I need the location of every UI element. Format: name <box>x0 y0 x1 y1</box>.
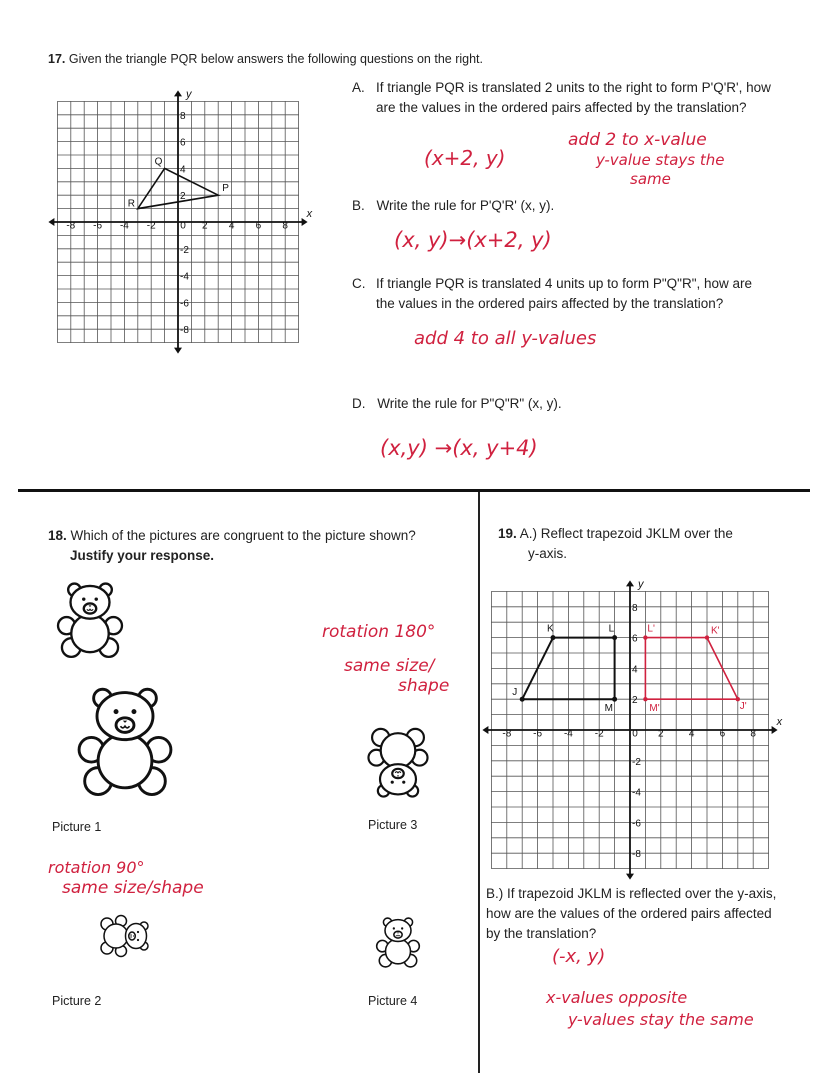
q17-b-text: Write the rule for P'Q'R' (x, y). <box>376 198 555 213</box>
q17-a-label: A. <box>352 80 365 95</box>
reflected-vertex-label: K' <box>711 625 720 637</box>
y-tick-label: 8 <box>632 602 638 614</box>
q18-answer-same-size-shape: same size/shape <box>62 878 204 898</box>
q18-justify: Justify your response. <box>70 548 215 563</box>
q17-title <box>48 52 483 66</box>
vertex-point <box>612 697 617 702</box>
q17-a-answer-4: same <box>630 170 671 188</box>
bear-eye <box>95 597 98 600</box>
x-tick-label: -8 <box>66 220 76 232</box>
x-tick-label: 0 <box>632 728 638 740</box>
vertex-label-m: M <box>604 703 613 715</box>
x-tick-label: 6 <box>719 728 726 740</box>
y-axis-arrow-up <box>174 90 182 96</box>
q17-d-text: Write the rule for P"Q"R" (x, y). <box>377 396 562 411</box>
bear-picture-1 <box>66 670 184 816</box>
bear-eye <box>82 597 85 600</box>
vertex-label-j: J <box>512 687 518 699</box>
picture-3-label: Picture 3 <box>368 818 418 832</box>
x-axis-label: x <box>306 208 313 220</box>
y-tick-label: 2 <box>632 695 638 707</box>
q19-a-text: A.) Reflect trapezoid JKLM over the <box>519 526 733 541</box>
reflected-vertex-point <box>643 697 647 701</box>
q17-c-label: C. <box>352 276 366 291</box>
bear-picture-2 <box>96 910 152 962</box>
x-tick-label: -2 <box>594 728 604 740</box>
y-axis-arrow-down <box>174 348 182 354</box>
y-tick-label: -4 <box>180 271 189 283</box>
x-tick-label: 8 <box>750 728 756 740</box>
x-tick-label: -4 <box>563 728 573 740</box>
vertex-label-p: P <box>222 183 229 195</box>
reflected-vertex-label: J' <box>739 701 747 713</box>
bear-body <box>71 615 108 652</box>
bear-picture-4 <box>372 908 424 978</box>
bear-figure <box>368 729 427 797</box>
q18-question <box>48 526 476 566</box>
y-axis-arrow-down <box>626 874 634 880</box>
y-tick-label: -6 <box>632 818 641 830</box>
bear-eye <box>402 781 405 784</box>
q18-answer-shape: shape <box>398 676 450 696</box>
y-tick-label: 2 <box>180 191 186 203</box>
section-divider <box>18 489 810 492</box>
q17-graph <box>52 86 313 358</box>
q18-number: 18. <box>48 528 67 543</box>
bear-eye <box>391 781 394 784</box>
y-tick-label: -2 <box>632 756 641 768</box>
q19-b-answer-2: x-values opposite <box>546 988 688 1007</box>
q18-answer-same-size: same size/ <box>344 656 435 676</box>
bear-original <box>50 575 130 667</box>
bear-body <box>386 939 411 964</box>
vertex-label-l: L <box>608 623 615 635</box>
q19-b-text: B.) If trapezoid JKLM is reflected over the y-axis, how are the values of the ordered pairs affected by the translation? <box>486 886 777 941</box>
x-axis-label: x <box>776 716 783 728</box>
reflected-vertex-point <box>643 635 647 639</box>
q19-a-text-2: y-axis. <box>528 546 568 561</box>
vertex-label-k: K <box>547 623 554 635</box>
x-tick-label: 4 <box>688 728 695 740</box>
q17-b-answer: (x, y)→(x+2, y) <box>394 228 552 252</box>
x-axis-arrow-left <box>48 218 54 226</box>
bear-figure <box>101 916 148 957</box>
vertex-label-r: R <box>127 198 136 210</box>
y-tick-label: 6 <box>180 137 186 149</box>
column-divider <box>478 492 480 1073</box>
x-tick-label: -4 <box>119 220 129 232</box>
y-axis-label: y <box>638 578 644 591</box>
y-tick-label: -4 <box>632 787 641 799</box>
q18-answer-rotation-90: rotation 90° <box>48 858 145 877</box>
q17-d-label: D. <box>352 396 366 411</box>
q17-part-a <box>352 78 772 118</box>
q19-graph <box>502 570 802 870</box>
x-tick-label: -6 <box>93 220 103 232</box>
q18-answer-rotation-180: rotation 180° <box>322 622 436 642</box>
q19-part-a <box>498 524 818 564</box>
x-tick-label: 6 <box>255 220 262 232</box>
q17-number: 17. <box>48 52 66 66</box>
q19-number: 19. <box>498 526 517 541</box>
y-tick-label: -6 <box>180 298 189 310</box>
x-tick-label: 8 <box>282 220 288 232</box>
vertex-point <box>551 635 556 640</box>
y-tick-label: 4 <box>180 164 186 176</box>
q17-part-c <box>352 274 772 314</box>
q17-a-answer: (x+2, y) <box>424 146 506 170</box>
reflected-vertex-label: L' <box>647 623 655 635</box>
bear-eye <box>393 927 395 929</box>
q17-part-b <box>352 196 554 216</box>
picture-1-label: Picture 1 <box>52 820 102 834</box>
x-axis-arrow-left <box>482 726 488 734</box>
picture-4-label: Picture 4 <box>368 994 418 1008</box>
q17-c-answer: add 4 to all y-values <box>414 328 597 349</box>
x-tick-label: -8 <box>502 728 512 740</box>
bear-eye <box>114 709 119 714</box>
x-tick-label: 2 <box>202 220 208 232</box>
bear-picture-3 <box>364 712 432 812</box>
y-axis-arrow-up <box>626 580 634 586</box>
y-tick-label: -2 <box>180 244 189 256</box>
y-tick-label: 6 <box>632 633 638 645</box>
y-tick-label: -8 <box>632 849 641 861</box>
q17-d-answer: (x,y) →(x, y+4) <box>380 436 538 460</box>
bear-body <box>98 734 152 788</box>
x-tick-label: 0 <box>180 220 186 232</box>
bear-eye <box>131 709 136 714</box>
q17-a-answer-2: add 2 to x-value <box>568 130 707 150</box>
bear-eye <box>137 931 139 933</box>
x-tick-label: 2 <box>658 728 664 740</box>
reflected-vertex-point <box>705 635 709 639</box>
reflected-vertex-label: M' <box>649 703 660 715</box>
y-tick-label: 8 <box>180 110 186 122</box>
q19-b-answer-3: y-values stay the same <box>568 1010 754 1029</box>
q18-text: Which of the pictures are congruent to the picture shown? <box>70 528 416 543</box>
bear-figure <box>58 584 122 657</box>
q17-b-label: B. <box>352 198 365 213</box>
q17-a-answer-3: y-value stays the <box>596 151 725 169</box>
bear-body <box>381 733 416 768</box>
y-axis-label: y <box>186 88 192 101</box>
q19-b-answer: (-x, y) <box>552 946 606 967</box>
q17-part-d <box>352 394 562 414</box>
x-tick-label: -6 <box>533 728 543 740</box>
bear-figure <box>377 918 420 967</box>
bear-eye <box>137 939 139 941</box>
q17-c-text: If triangle PQR is translated 4 units up to form P"Q"R", how are the values in the ordered pairs affected by the translation? <box>376 276 753 311</box>
q17-a-text: If triangle PQR is translated 2 units to the right to form P'Q'R', how are the values in the ordered pairs affected by the translation? <box>376 80 771 115</box>
bear-body <box>104 924 128 948</box>
x-tick-label: -2 <box>146 220 156 232</box>
y-tick-label: -8 <box>180 325 189 337</box>
vertex-label-q: Q <box>154 156 163 168</box>
bear-eye <box>401 927 403 929</box>
q17-title-text: Given the triangle PQR below answers the following questions on the right. <box>68 52 483 66</box>
vertex-point <box>520 697 525 702</box>
y-tick-label: 4 <box>632 664 638 676</box>
picture-2-label: Picture 2 <box>52 994 102 1008</box>
vertex-point <box>612 635 617 640</box>
x-tick-label: 4 <box>228 220 235 232</box>
bear-figure <box>79 689 171 794</box>
